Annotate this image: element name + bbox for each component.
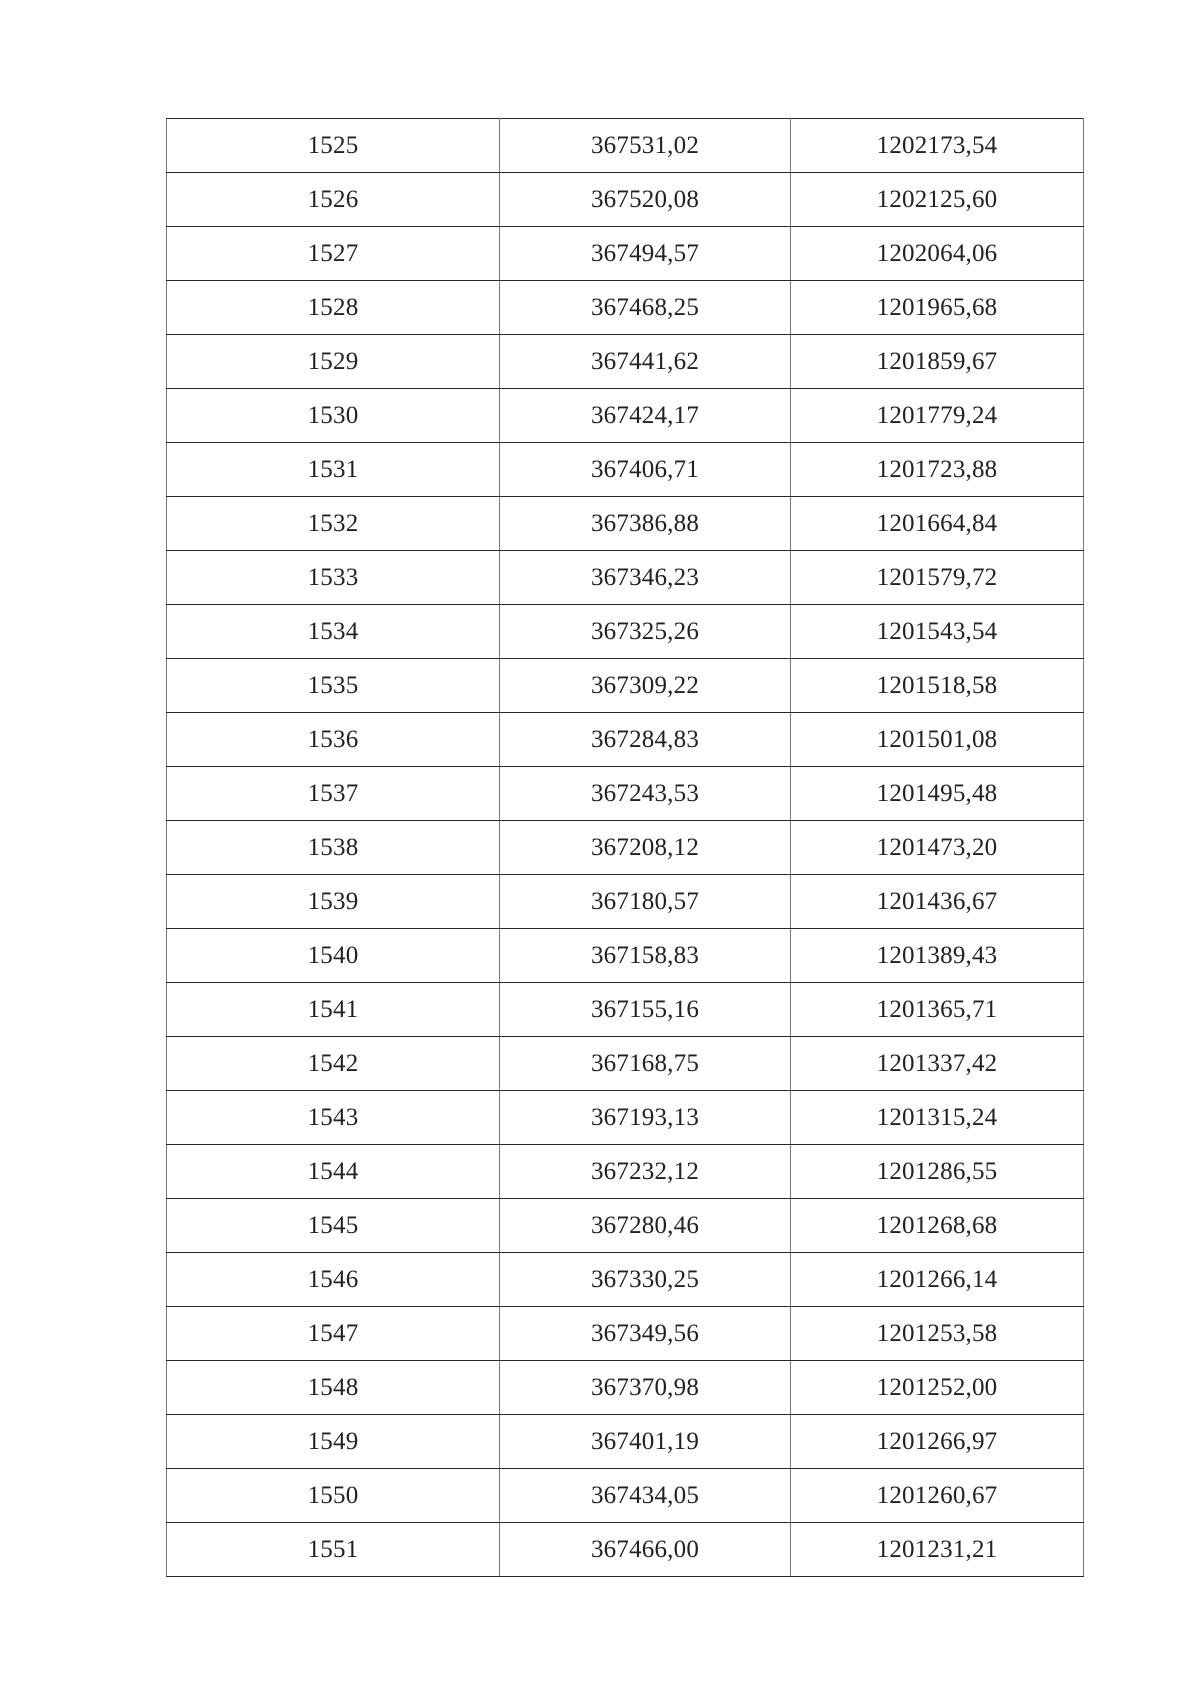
table-row <box>167 443 1084 497</box>
y-coordinate-cell: 1201337,42 <box>791 1037 1084 1091</box>
point-number-cell: 1534 <box>167 605 500 659</box>
x-coordinate-cell: 367284,83 <box>500 713 791 767</box>
table-row <box>167 551 1084 605</box>
table-row <box>167 767 1084 821</box>
point-number-cell: 1549 <box>167 1415 500 1469</box>
table-row <box>167 119 1084 173</box>
table-row <box>167 389 1084 443</box>
table-row <box>167 713 1084 767</box>
x-coordinate-cell: 367208,12 <box>500 821 791 875</box>
y-coordinate-cell: 1201253,58 <box>791 1307 1084 1361</box>
table-row <box>167 281 1084 335</box>
point-number-cell: 1546 <box>167 1253 500 1307</box>
point-number-cell: 1535 <box>167 659 500 713</box>
x-coordinate-cell: 367158,83 <box>500 929 791 983</box>
table-row <box>167 659 1084 713</box>
y-coordinate-cell: 1201664,84 <box>791 497 1084 551</box>
x-coordinate-cell: 367531,02 <box>500 119 791 173</box>
x-coordinate-cell: 367193,13 <box>500 1091 791 1145</box>
y-coordinate-cell: 1201389,43 <box>791 929 1084 983</box>
x-coordinate-cell: 367441,62 <box>500 335 791 389</box>
point-number-cell: 1538 <box>167 821 500 875</box>
y-coordinate-cell: 1201252,00 <box>791 1361 1084 1415</box>
point-number-cell: 1529 <box>167 335 500 389</box>
x-coordinate-cell: 367520,08 <box>500 173 791 227</box>
table-row <box>167 1415 1084 1469</box>
point-number-cell: 1526 <box>167 173 500 227</box>
y-coordinate-cell: 1201965,68 <box>791 281 1084 335</box>
point-number-cell: 1540 <box>167 929 500 983</box>
point-number-cell: 1527 <box>167 227 500 281</box>
y-coordinate-cell: 1201268,68 <box>791 1199 1084 1253</box>
x-coordinate-cell: 367168,75 <box>500 1037 791 1091</box>
point-number-cell: 1543 <box>167 1091 500 1145</box>
point-number-cell: 1551 <box>167 1523 500 1577</box>
x-coordinate-cell: 367349,56 <box>500 1307 791 1361</box>
x-coordinate-cell: 367155,16 <box>500 983 791 1037</box>
table-row <box>167 497 1084 551</box>
y-coordinate-cell: 1201518,58 <box>791 659 1084 713</box>
x-coordinate-cell: 367406,71 <box>500 443 791 497</box>
point-number-cell: 1537 <box>167 767 500 821</box>
y-coordinate-cell: 1201365,71 <box>791 983 1084 1037</box>
x-coordinate-cell: 367401,19 <box>500 1415 791 1469</box>
point-number-cell: 1539 <box>167 875 500 929</box>
point-number-cell: 1536 <box>167 713 500 767</box>
x-coordinate-cell: 367468,25 <box>500 281 791 335</box>
y-coordinate-cell: 1201779,24 <box>791 389 1084 443</box>
point-number-cell: 1542 <box>167 1037 500 1091</box>
table-row <box>167 227 1084 281</box>
table-row <box>167 605 1084 659</box>
coordinates-table-body <box>167 119 1084 1577</box>
y-coordinate-cell: 1201436,67 <box>791 875 1084 929</box>
y-coordinate-cell: 1201266,14 <box>791 1253 1084 1307</box>
table-row <box>167 1253 1084 1307</box>
y-coordinate-cell: 1201859,67 <box>791 335 1084 389</box>
x-coordinate-cell: 367232,12 <box>500 1145 791 1199</box>
table-row <box>167 173 1084 227</box>
point-number-cell: 1528 <box>167 281 500 335</box>
x-coordinate-cell: 367180,57 <box>500 875 791 929</box>
table-row <box>167 335 1084 389</box>
y-coordinate-cell: 1201495,48 <box>791 767 1084 821</box>
table-row <box>167 1091 1084 1145</box>
y-coordinate-cell: 1202064,06 <box>791 227 1084 281</box>
x-coordinate-cell: 367243,53 <box>500 767 791 821</box>
table-row <box>167 1307 1084 1361</box>
x-coordinate-cell: 367466,00 <box>500 1523 791 1577</box>
y-coordinate-cell: 1201315,24 <box>791 1091 1084 1145</box>
point-number-cell: 1547 <box>167 1307 500 1361</box>
y-coordinate-cell: 1201266,97 <box>791 1415 1084 1469</box>
point-number-cell: 1550 <box>167 1469 500 1523</box>
point-number-cell: 1533 <box>167 551 500 605</box>
table-row <box>167 1037 1084 1091</box>
y-coordinate-cell: 1201723,88 <box>791 443 1084 497</box>
table-row <box>167 1145 1084 1199</box>
point-number-cell: 1548 <box>167 1361 500 1415</box>
y-coordinate-cell: 1201286,55 <box>791 1145 1084 1199</box>
table-row <box>167 929 1084 983</box>
x-coordinate-cell: 367346,23 <box>500 551 791 605</box>
y-coordinate-cell: 1201260,67 <box>791 1469 1084 1523</box>
table-row <box>167 1469 1084 1523</box>
y-coordinate-cell: 1201501,08 <box>791 713 1084 767</box>
point-number-cell: 1541 <box>167 983 500 1037</box>
table-row <box>167 1523 1084 1577</box>
table-row <box>167 983 1084 1037</box>
x-coordinate-cell: 367280,46 <box>500 1199 791 1253</box>
x-coordinate-cell: 367434,05 <box>500 1469 791 1523</box>
table-row <box>167 1361 1084 1415</box>
coordinates-table <box>166 118 1084 1577</box>
x-coordinate-cell: 367325,26 <box>500 605 791 659</box>
y-coordinate-cell: 1202125,60 <box>791 173 1084 227</box>
x-coordinate-cell: 367330,25 <box>500 1253 791 1307</box>
table-row <box>167 1199 1084 1253</box>
point-number-cell: 1525 <box>167 119 500 173</box>
x-coordinate-cell: 367370,98 <box>500 1361 791 1415</box>
y-coordinate-cell: 1202173,54 <box>791 119 1084 173</box>
point-number-cell: 1530 <box>167 389 500 443</box>
y-coordinate-cell: 1201473,20 <box>791 821 1084 875</box>
point-number-cell: 1544 <box>167 1145 500 1199</box>
x-coordinate-cell: 367386,88 <box>500 497 791 551</box>
table-row <box>167 821 1084 875</box>
point-number-cell: 1545 <box>167 1199 500 1253</box>
point-number-cell: 1532 <box>167 497 500 551</box>
y-coordinate-cell: 1201543,54 <box>791 605 1084 659</box>
y-coordinate-cell: 1201231,21 <box>791 1523 1084 1577</box>
table-row <box>167 875 1084 929</box>
x-coordinate-cell: 367494,57 <box>500 227 791 281</box>
x-coordinate-cell: 367424,17 <box>500 389 791 443</box>
x-coordinate-cell: 367309,22 <box>500 659 791 713</box>
point-number-cell: 1531 <box>167 443 500 497</box>
y-coordinate-cell: 1201579,72 <box>791 551 1084 605</box>
